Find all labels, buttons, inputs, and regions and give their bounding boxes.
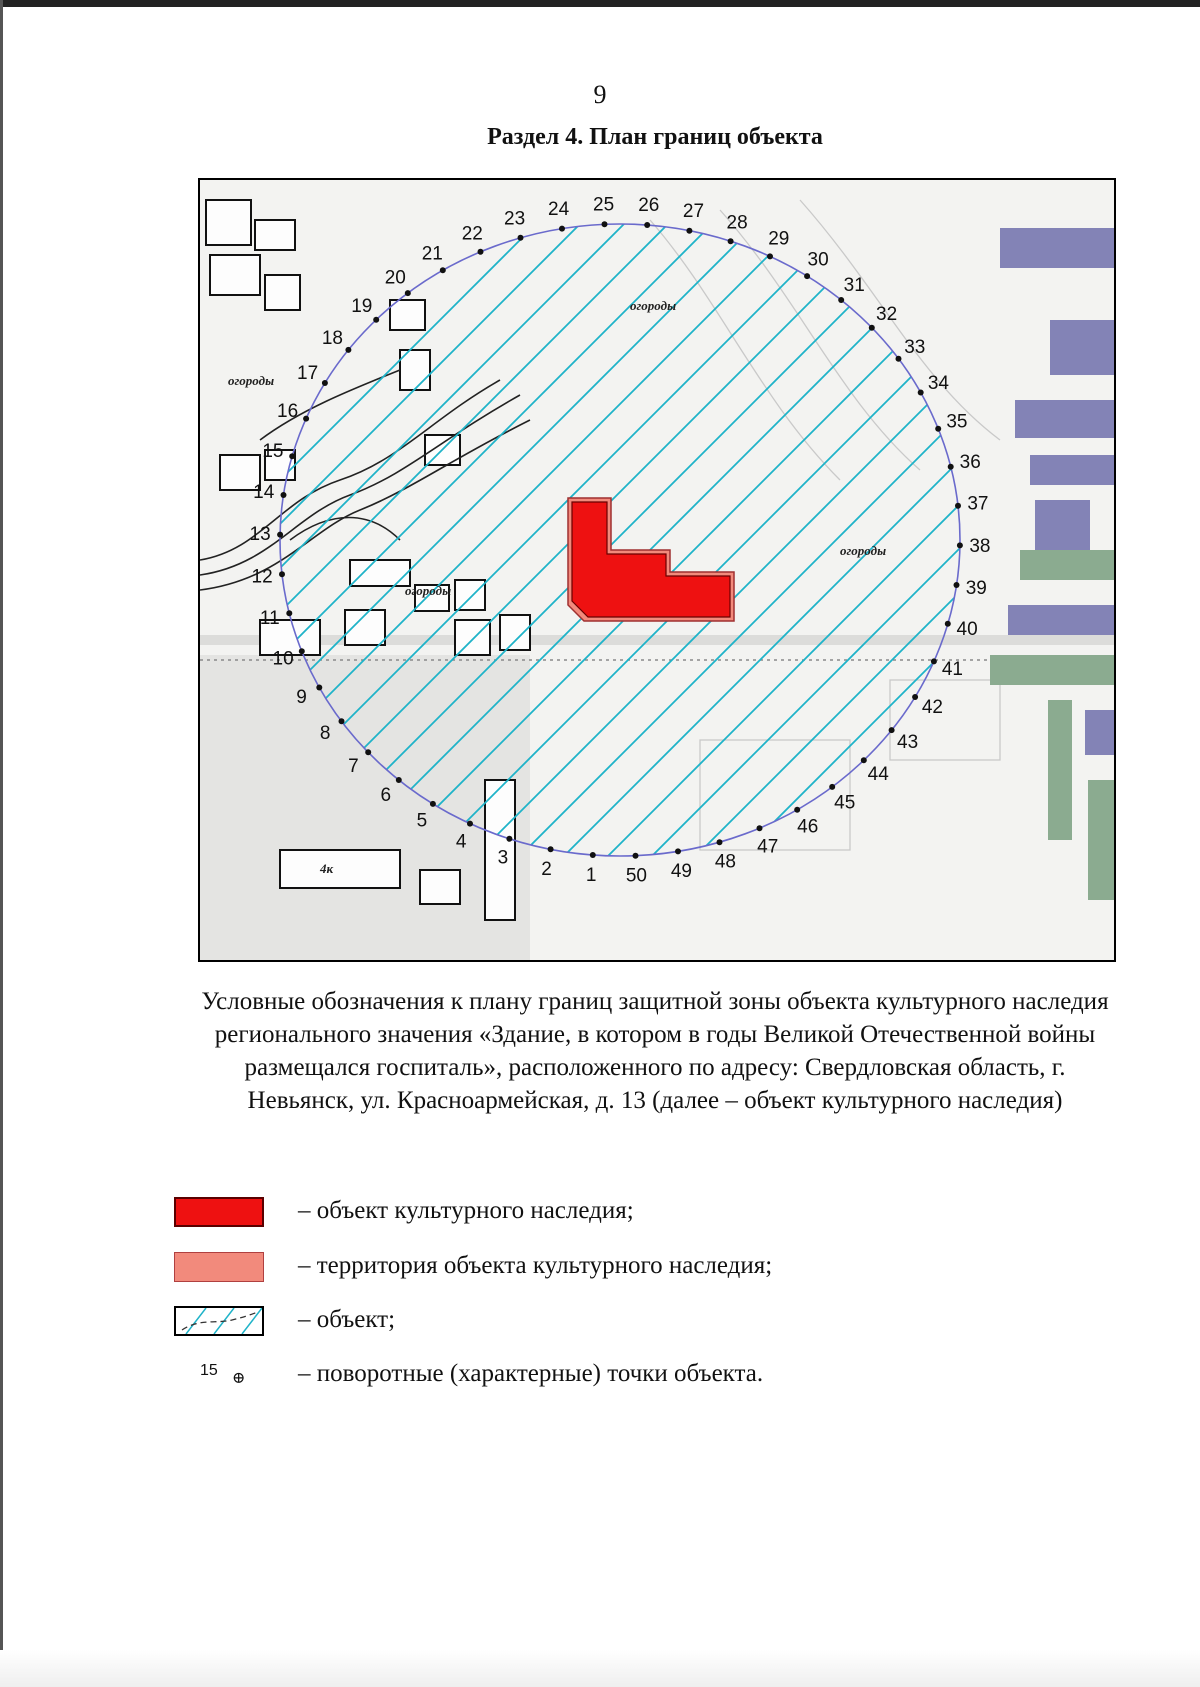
- boundary-point: [339, 718, 345, 724]
- boundary-point-label: 5: [416, 810, 428, 832]
- boundary-point-label: 27: [682, 201, 705, 223]
- boundary-point-label: 39: [965, 577, 987, 599]
- boundary-point: [935, 426, 941, 432]
- boundary-point-label: 40: [956, 619, 978, 641]
- boundary-point-label: 9: [296, 686, 307, 708]
- boundary-point: [478, 249, 484, 255]
- boundary-point: [644, 222, 650, 228]
- boundary-point-label: 35: [946, 411, 968, 433]
- boundary-point: [430, 801, 436, 807]
- boundary-point-label: 14: [253, 482, 275, 504]
- boundary-point-label: 15: [262, 440, 284, 462]
- top-border: [0, 0, 1200, 7]
- boundary-point: [286, 610, 292, 616]
- heritage-territory-swatch: [174, 1252, 264, 1282]
- boundary-point-label: 30: [807, 249, 829, 271]
- boundary-point-label: 12: [251, 566, 273, 588]
- boundary-point-label: 31: [843, 274, 865, 296]
- heritage-building: [572, 502, 730, 617]
- turning-point-sample-number: 15: [200, 1362, 218, 1379]
- turning-point-symbol-icon: ⊕: [232, 1370, 246, 1387]
- boundary-point: [303, 416, 309, 422]
- boundary-point-label: 8: [319, 722, 331, 744]
- boundary-point: [279, 571, 285, 577]
- boundary-point-label: 7: [348, 755, 359, 777]
- boundary-point-label: 47: [757, 836, 779, 858]
- boundary-point-label: 44: [867, 764, 889, 786]
- boundary-point-label: 23: [504, 208, 526, 230]
- boundary-point-label: 48: [714, 851, 736, 873]
- boundary-point: [289, 453, 295, 459]
- boundary-point: [633, 853, 639, 859]
- page-title: Раздел 4. План границ объекта: [487, 124, 823, 150]
- terrain-lines: [650, 200, 1000, 850]
- boundary-point-label: 13: [249, 524, 271, 546]
- boundary-point: [838, 297, 844, 303]
- boundary-point: [954, 582, 960, 588]
- boundary-point-label: 42: [921, 696, 943, 718]
- boundary-point-label: 34: [927, 373, 949, 395]
- boundary-point-label: 43: [897, 732, 919, 754]
- left-border: [0, 0, 3, 1687]
- boundary-point: [757, 825, 763, 831]
- boundary-point: [717, 839, 723, 845]
- boundary-point-label: 38: [969, 535, 991, 557]
- legend-label: – объект;: [298, 1306, 396, 1333]
- boundary-point-label: 21: [421, 243, 443, 265]
- boundary-point-label: 36: [959, 452, 981, 473]
- boundary-point-label: 45: [834, 792, 856, 814]
- boundary-point-label: 24: [548, 198, 570, 220]
- boundary-point: [467, 821, 473, 827]
- boundary-point: [686, 228, 692, 234]
- zone-swatch: [174, 1306, 264, 1336]
- boundary-point-label: 16: [277, 401, 299, 422]
- boundary-point-label: 20: [384, 267, 406, 289]
- boundary-point: [955, 503, 961, 509]
- boundary-point: [299, 648, 305, 654]
- boundary-point-label: 1: [585, 864, 597, 886]
- boundary-point: [396, 777, 402, 783]
- legend-label: – поворотные (характерные) точки объекта.: [298, 1360, 764, 1387]
- boundary-point: [602, 221, 608, 227]
- boundary-point: [506, 836, 512, 842]
- boundary-point-label: 32: [876, 304, 898, 326]
- boundary-point: [869, 325, 875, 331]
- adjacent-buildings: [990, 228, 1114, 900]
- map-canvas: [200, 180, 1114, 960]
- boundary-point: [957, 542, 963, 548]
- boundary-point: [931, 658, 937, 664]
- boundary-point: [322, 380, 328, 386]
- garden-label-4: огороды: [840, 543, 887, 558]
- boundary-point: [518, 235, 524, 241]
- boundary-point-label: 28: [726, 212, 748, 234]
- boundary-point-label: 19: [351, 295, 373, 317]
- boundary-point-label: 26: [638, 195, 660, 217]
- building-label-4k: 4к: [320, 861, 334, 876]
- legend-caption: Условные обозначения к плану границ защитной зоны объекта культурного наследия регионального значения «Здание, в котором в годы Великой Отечественной войны размещался госпиталь», расположенного по адресу: Свердловская область, г. Невьянск, ул. Красноармейская, д. 13 (далее – объект культурного наследия): [201, 988, 1109, 1114]
- boundary-point: [559, 226, 565, 232]
- boundary-point: [945, 621, 951, 627]
- boundary-point-label: 49: [670, 861, 692, 883]
- boundary-point-label: 10: [272, 648, 294, 670]
- boundary-point: [889, 727, 895, 733]
- page-number: 9: [593, 80, 607, 109]
- boundary-plan-map: [198, 178, 1116, 962]
- page-bottom-edge: [0, 1650, 1200, 1687]
- boundary-point: [896, 356, 902, 362]
- boundary-point-label: 17: [297, 363, 319, 385]
- boundary-point: [365, 749, 371, 755]
- boundary-point-label: 33: [904, 337, 926, 359]
- boundary-point-label: 4: [455, 831, 467, 853]
- boundary-point: [316, 685, 322, 691]
- boundary-point: [590, 852, 596, 858]
- boundary-point-label: 18: [321, 327, 343, 349]
- boundary-point: [912, 694, 918, 700]
- boundary-point: [675, 848, 681, 854]
- boundary-point: [794, 807, 800, 813]
- boundary-point-label: 41: [941, 659, 963, 680]
- boundary-point: [804, 273, 810, 279]
- boundary-point: [548, 846, 554, 852]
- boundary-point: [948, 464, 954, 470]
- garden-label-2: огороды: [405, 583, 452, 598]
- boundary-point-label: 3: [497, 847, 509, 869]
- boundary-point-label: 11: [259, 608, 280, 629]
- legend-label: – территория объекта культурного наследия;: [298, 1252, 773, 1279]
- boundary-point-label: 37: [967, 493, 989, 515]
- boundary-point-label: 46: [797, 816, 819, 838]
- boundary-point: [345, 347, 351, 353]
- legend-label: – объект культурного наследия;: [298, 1197, 634, 1224]
- boundary-point-label: 50: [625, 865, 647, 887]
- boundary-point-label: 25: [593, 194, 615, 216]
- boundary-point: [767, 253, 773, 259]
- garden-label-3: огороды: [630, 298, 677, 313]
- boundary-point: [440, 267, 446, 273]
- boundary-point-label: 22: [461, 223, 483, 245]
- boundary-point: [728, 238, 734, 244]
- boundary-point: [405, 290, 411, 296]
- boundary-point-label: 29: [768, 228, 790, 250]
- boundary-point: [861, 757, 867, 763]
- zone-swatch-hatch: [176, 1308, 262, 1334]
- boundary-point: [829, 784, 835, 790]
- garden-label-1: огороды: [228, 373, 275, 388]
- boundary-point: [281, 492, 287, 498]
- boundary-point-label: 2: [541, 858, 552, 880]
- boundary-point: [918, 390, 924, 396]
- boundary-point-label: 6: [380, 785, 392, 807]
- boundary-point: [373, 317, 379, 323]
- boundary-point: [277, 532, 283, 538]
- heritage-object-swatch: [174, 1197, 264, 1227]
